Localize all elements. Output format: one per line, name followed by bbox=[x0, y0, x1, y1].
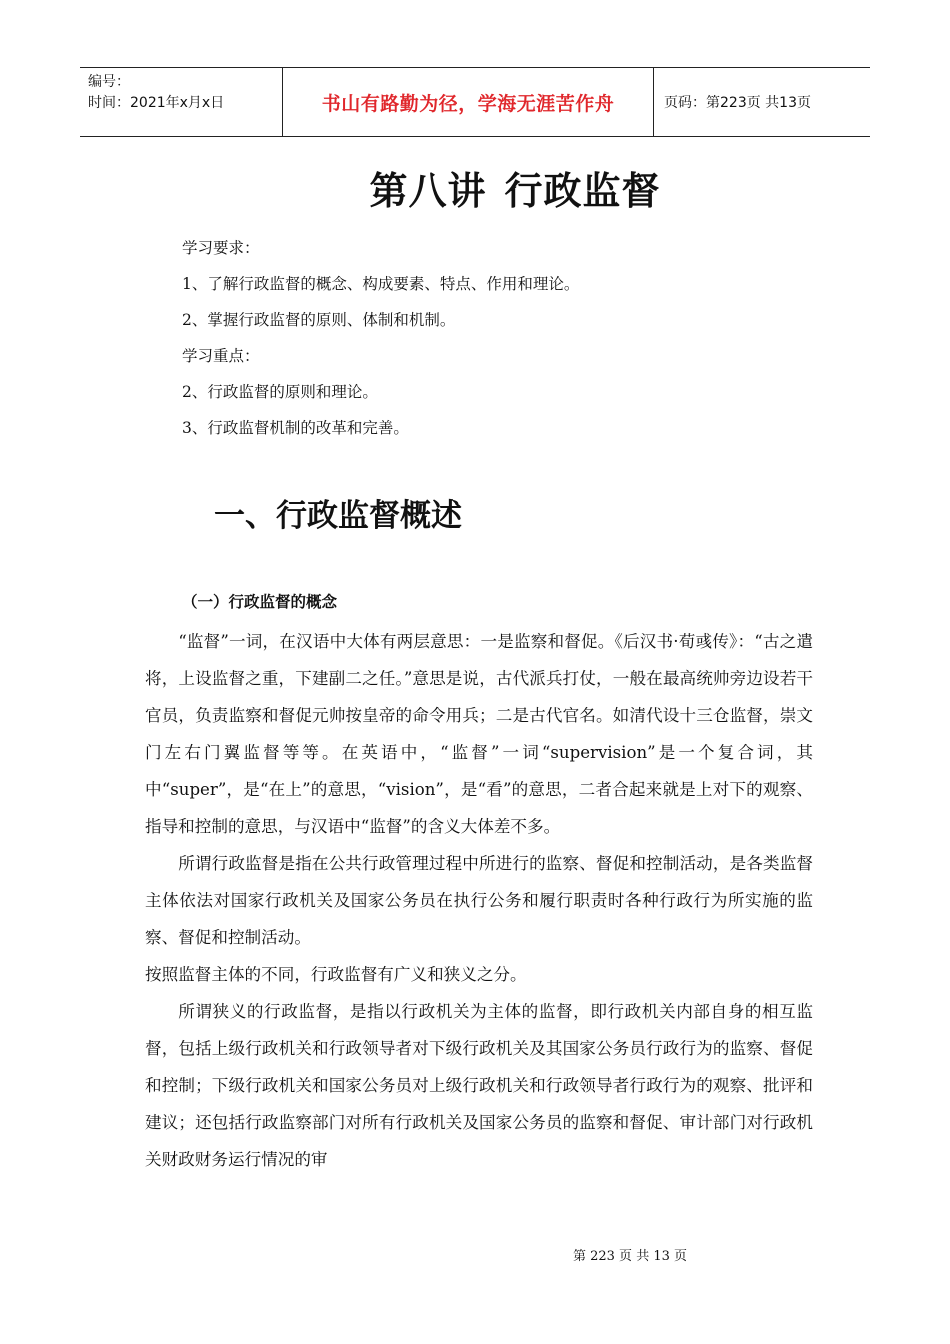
lecture-title-topic: 行政监督 bbox=[504, 169, 661, 213]
key-points-heading: 学习重点： bbox=[182, 347, 260, 365]
lecture-title-number: 第八讲 bbox=[369, 169, 487, 213]
date-label: 时间：2021年x月x日 bbox=[88, 95, 225, 111]
section-heading: 一、行政监督概述 bbox=[214, 498, 462, 534]
paragraph-1: “监督”一词，在汉语中大体有两层意思：一是监察和督促。《后汉书·荀彧传》：“古之遣将，上设监督之重，下建副二之任。”意思是说，古代派兵打仗，一般在最高统帅旁边设若干官员，负责监察和督促元帅按皇帝的命令用兵；二是古代官名。如清代设十三仓监督，崇文门左右门翼监督等等。在英语中，“监督”一词“supervision”是一个复合词，其中“super”，是“在上”的意思，“vision”，是“看”的意思，二者合起来就是上对下的观察、指导和控制的意思，与汉语中“监督”的含义大体差不多。 bbox=[145, 632, 813, 836]
paragraph-2: 所谓行政监督是指在公共行政管理过程中所进行的监察、督促和控制活动，是各类监督主体依法对国家行政机关及国家公务员在执行公务和履行职责时各种行政行为所实施的监察、督促和控制活动。 bbox=[145, 854, 813, 947]
requirement-item-2: 2、掌握行政监督的原则、体制和机制。 bbox=[182, 311, 456, 329]
subsection-heading: （一）行政监督的概念 bbox=[182, 593, 338, 611]
paragraph-4: 所谓狭义的行政监督，是指以行政机关为主体的监督，即行政机关内部自身的相互监督，包括上级行政机关和行政领导者对下级行政机关及其国家公务员行政行为的监察、督促和控制；下级行政机关和国家公务员对上级行政机关和行政领导者行政行为的观察、批评和建议；还包括行政监察部门对所有行政机关及国家公务员的监察和督促、审计部门对行政机关财政财务运行情况的审 bbox=[145, 1002, 813, 1169]
requirement-item-1: 1、了解行政监督的概念、构成要素、特点、作用和理论。 bbox=[182, 275, 580, 293]
body-text bbox=[145, 623, 813, 1178]
lecture-title bbox=[0, 160, 950, 215]
paragraph-3: 按照监督主体的不同，行政监督有广义和狭义之分。 bbox=[145, 965, 527, 984]
number-label: 编号： bbox=[88, 74, 130, 90]
page-header bbox=[80, 67, 870, 137]
header-motto: 书山有路勤为径，学海无涯苦作舟 bbox=[282, 68, 654, 136]
header-page-info: 页码：第223页 共13页 bbox=[664, 95, 811, 111]
key-point-item-1: 2、行政监督的原则和理论。 bbox=[182, 383, 378, 401]
header-meta bbox=[80, 68, 282, 136]
requirements-heading: 学习要求： bbox=[182, 239, 260, 257]
key-point-item-2: 3、行政监督机制的改革和完善。 bbox=[182, 419, 409, 437]
page-footer: 第 223 页 共 13 页 bbox=[572, 1249, 688, 1264]
